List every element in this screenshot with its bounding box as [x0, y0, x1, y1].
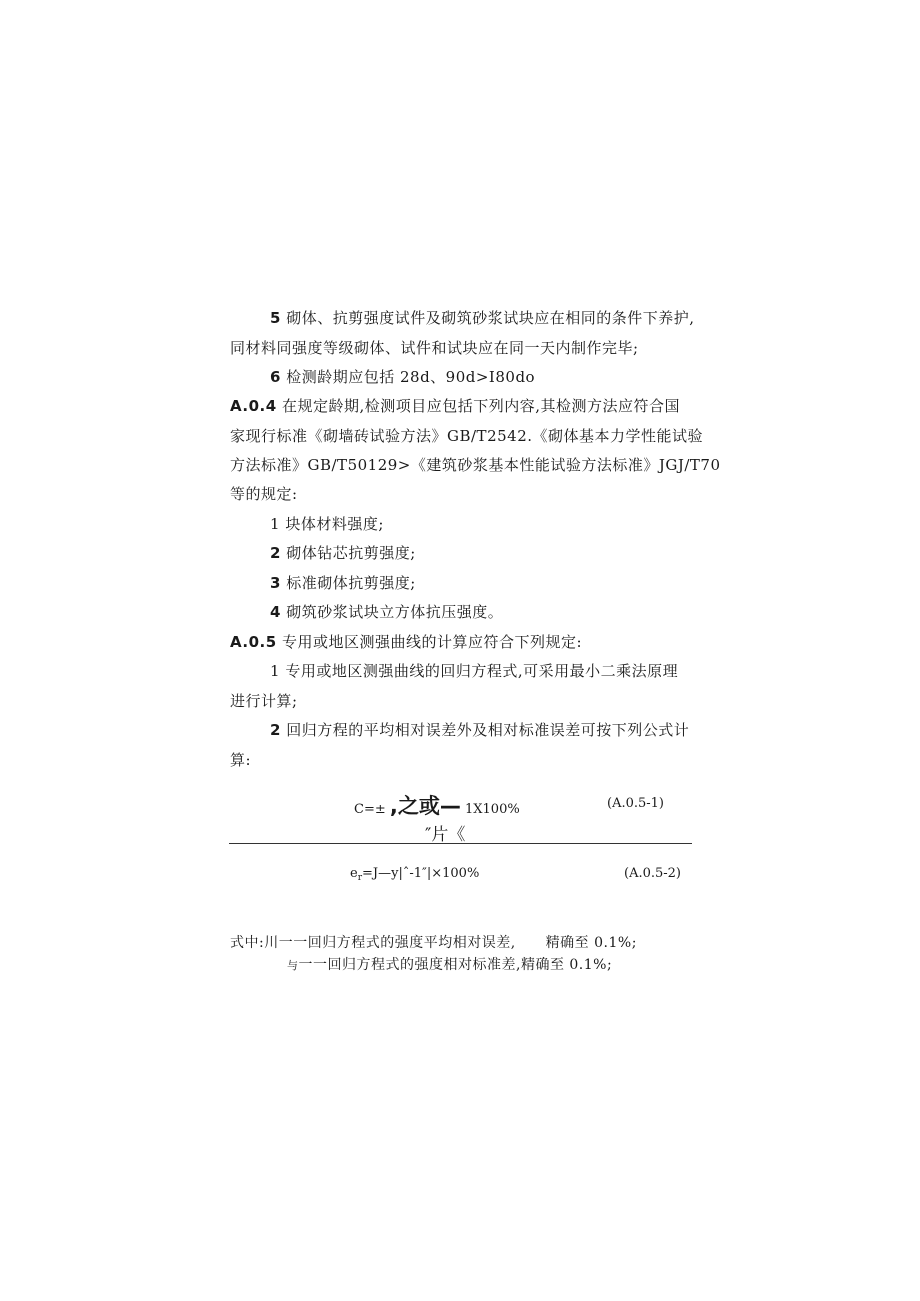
formula-2-body: =J—y|ˆ-1″|×100% — [362, 866, 480, 881]
where-def1-precision: 精确至 0.1%; — [545, 935, 637, 951]
list-item-number: 4 — [270, 603, 281, 621]
item5-line2: 同材料同强度等级砌体、试件和试块应在同一天内制作完毕; — [230, 339, 639, 357]
a05-line — [230, 632, 582, 652]
sub1-text: 专用或地区测强曲线的回归方程式,可采用最小二乘法原理 — [285, 662, 679, 680]
item6-number: 6 — [270, 368, 281, 386]
sub2-number: 2 — [270, 721, 281, 739]
a04-line3: 方法标准》GB/T50129>《建筑砂浆基本性能试验方法标准》JGJ/T70 — [230, 456, 721, 474]
formula-rule — [229, 843, 692, 844]
sub2-line1 — [270, 720, 689, 740]
formula-2-number: (A.0.5-2) — [624, 866, 682, 881]
formula-1-operator: ,之或— — [389, 794, 461, 818]
formula-1 — [354, 790, 520, 820]
where-line1 — [230, 933, 637, 953]
formula-2-symbol: e — [350, 866, 358, 881]
list-item — [270, 514, 384, 534]
a04-line2: 家现行标准《砌墙砖试验方法》GB/T2542.《砌体基本力学性能试验 — [230, 427, 704, 445]
list-item-number: 3 — [270, 574, 281, 592]
item6-text: 检测龄期应包括 28d、90d>I80do — [286, 368, 536, 386]
list-item — [270, 543, 416, 563]
a04-text1: 在规定龄期,检测项目应包括下列内容,其检测方法应符合国 — [281, 397, 680, 415]
a05-text: 专用或地区测强曲线的计算应符合下列规定: — [281, 633, 583, 651]
formula-1-prefix: C=± — [354, 802, 386, 817]
a04-line4: 等的规定: — [230, 485, 298, 503]
list-item-number: 1 — [270, 515, 281, 533]
a04-label: A.0.4 — [230, 397, 277, 415]
sub2-text: 回归方程的平均相对误差外及相对标准误差可按下列公式计 — [286, 721, 690, 739]
a05-label: A.0.5 — [230, 633, 277, 651]
list-item — [270, 573, 416, 593]
where-def1: 川一一回归方程式的强度平均相对误差, — [264, 935, 516, 951]
where-label: 式中: — [230, 935, 265, 951]
list-item — [270, 602, 503, 622]
where-symbol: 与 — [287, 959, 299, 972]
where-line2 — [287, 955, 612, 976]
sub1-line2: 进行计算; — [230, 692, 298, 710]
item6-line — [270, 367, 535, 387]
formula-2 — [350, 866, 479, 883]
formula-1-suffix: 1X100% — [465, 802, 520, 817]
sub1-line1 — [270, 661, 678, 681]
list-item-text: 块体材料强度; — [285, 515, 384, 533]
sub1-number: 1 — [270, 662, 281, 680]
a04-line1 — [230, 396, 680, 416]
list-item-text: 砌筑砂浆试块立方体抗压强度。 — [286, 603, 504, 621]
list-item-number: 2 — [270, 544, 281, 562]
sub2-line2: 算: — [230, 751, 252, 769]
item5-number: 5 — [270, 309, 281, 327]
list-item-text: 砌体钻芯抗剪强度; — [286, 544, 416, 562]
item5-text: 砌体、抗剪强度试件及砌筑砂浆试块应在相同的条件下养护, — [286, 309, 695, 327]
formula-1-number: (A.0.5-1) — [607, 796, 665, 811]
list-item-text: 标准砌体抗剪强度; — [286, 574, 416, 592]
formula-1-denominator: ″片《 — [425, 825, 466, 845]
item5-line1 — [270, 308, 695, 328]
where-def2: 一一回归方程式的强度相对标准差,精确至 0.1%; — [298, 957, 613, 973]
formula-2-subscript: r — [357, 873, 363, 883]
